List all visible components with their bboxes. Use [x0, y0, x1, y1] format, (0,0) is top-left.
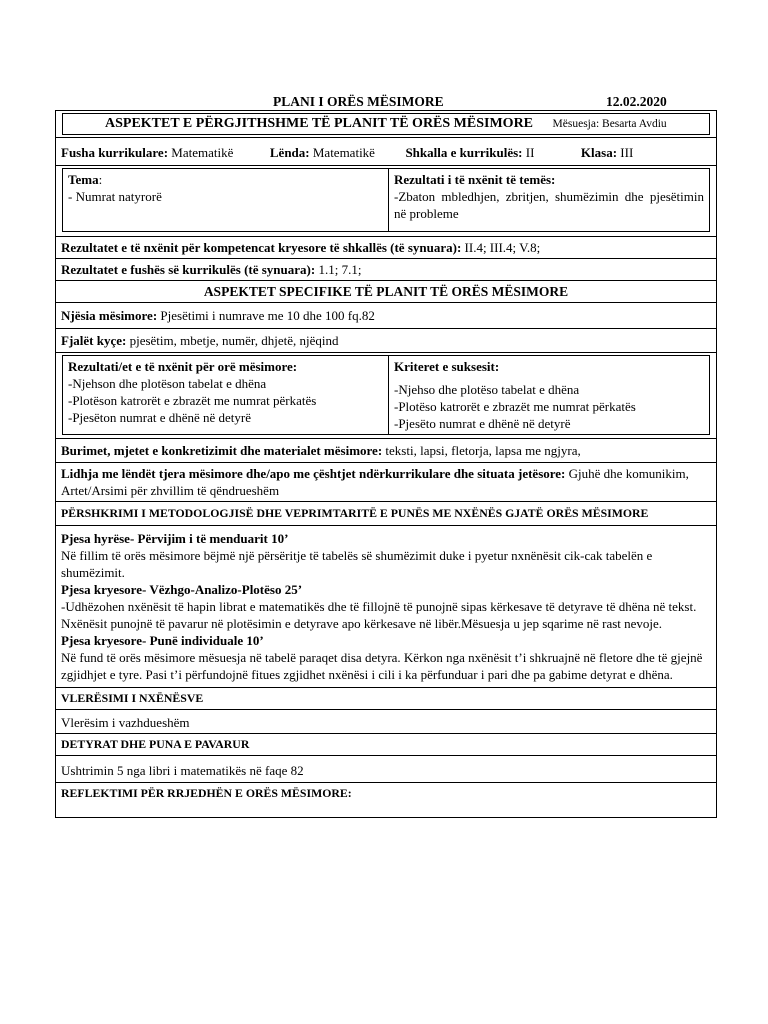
- class-value: III: [620, 145, 634, 160]
- links-row: [56, 463, 717, 502]
- field-results-value: 1.1; 7.1;: [318, 262, 362, 277]
- reflection-row: [56, 783, 717, 818]
- document-title: PLANI I ORËS MËSIMORE: [273, 94, 444, 109]
- phase-text: Në fillim të orës mësimore bëjmë një përsëritje të tabelës së shumëzimit duke i pyetur nxnënësit cik-cak tabelën e shumëzimit.: [61, 548, 653, 580]
- theme-row: Tema: - Numrat natyrorë Rezultati i të nxënit të temës: -Zbaton mbledhjen, zbritjen, shumëzimin dhe pjesëtimin në probleme: [56, 166, 717, 237]
- document-date: 12.02.2020: [606, 94, 667, 109]
- reflection-heading: REFLEKTIMI PËR RRJEDHËN E ORËS MËSIMORE:: [61, 786, 352, 800]
- key-competencies-value: II.4; III.4; V.8;: [464, 240, 541, 255]
- level-label: Shkalla e kurrikulës:: [405, 145, 523, 160]
- class-label: Klasa:: [580, 145, 618, 160]
- links-label: Lidhja me lëndët tjera mësimore dhe/apo me çështjet ndërkurrikulare dhe situata jetësore:: [61, 466, 566, 481]
- links-value: Gjuhë dhe komunikim, Artet/Arsimi për zhvillim të qëndrueshëm: [61, 466, 689, 498]
- resources-value: teksti, lapsi, fletorja, lapsa me ngjyra,: [385, 443, 581, 458]
- criteria-item: -Njehso dhe plotëso tabelat e dhëna: [394, 382, 580, 397]
- resources-label: Burimet, mjetet e konkretizimit dhe materialet mësimore:: [61, 443, 383, 458]
- theme-result-label: Rezultati i të nxënit të temës:: [394, 172, 556, 187]
- field-label: Fusha kurrikulare:: [61, 145, 169, 160]
- assessment-value-row: [56, 710, 717, 734]
- outcome-item: -Plotëson katrorët e zbrazët me numrat përkatës: [68, 393, 317, 408]
- outcomes-label: Rezultati/et e të nxënit për orë mësimore:: [68, 359, 298, 374]
- general-aspects-row: [56, 111, 717, 138]
- criteria-label: Kriteret e suksesit:: [394, 359, 500, 374]
- keywords-row: [56, 329, 717, 353]
- theme-result-value: -Zbaton mbledhjen, zbritjen, shumëzimin dhe pjesëtimin në probleme: [394, 189, 704, 221]
- methodology-heading-row: [56, 502, 717, 526]
- field-value: Matematikë: [171, 145, 234, 160]
- unit-row: [56, 303, 717, 329]
- methodology-heading: PËRSHKRIMI I METODOLOGJISË DHE VEPRIMTARITË E PUNËS ME NXËNËS GJATË ORËS MËSIMORE: [61, 506, 649, 520]
- phase-title: Pjesa kryesore- Punë individuale 10’: [61, 633, 264, 648]
- outcome-item: -Pjesëton numrat e dhënë në detyrë: [68, 410, 252, 425]
- teacher-name: Mësuesja: Besarta Avdiu: [552, 118, 667, 130]
- unit-label: Njësia mësimore:: [61, 308, 158, 323]
- key-competencies-row: [56, 237, 717, 259]
- field-results-row: [56, 259, 717, 281]
- theme-label: Tema: [68, 172, 99, 187]
- homework-value: Ushtrimin 5 nga libri i matematikës në faqe 82: [61, 763, 304, 778]
- phase-text: -Udhëzohen nxënësit të hapin librat e matematikës dhe të fillojnë të punojnë sipas kërkesave të detyrave të dhëna në tekst. Nxënësit punojnë të pavarur në plotësimin e detyrave apo kërkesave në libër.Mësuesja u jep sqarime në rast nevoje.: [61, 599, 697, 631]
- subject-label: Lënda:: [269, 145, 310, 160]
- resources-row: [56, 439, 717, 463]
- criteria-item: -Pjesëto numrat e dhënë në detyrë: [394, 416, 571, 431]
- phase-text: Në fund të orës mësimore mësuesja në tabelë paraqet disa detyra. Kërkon nga nxënësit t’i shkruajnë në fletore dhe të gjejnë zgjidhjet e tyre. Pasi t’i përfundojnë fitues zgjidhet nxënësi i cili i ka përfunduar i pari dhe pa gabime detyrat e dhëna.: [61, 650, 703, 682]
- meta-row: [56, 138, 717, 166]
- subject-value: Matematikë: [312, 145, 375, 160]
- homework-value-row: [56, 756, 717, 783]
- specific-aspects-heading: ASPEKTET SPECIFIKE TË PLANIT TË ORËS MËSIMORE: [203, 284, 569, 299]
- lesson-plan-table: [55, 110, 717, 818]
- field-results-label: Rezultatet e fushës së kurrikulës (të synuara):: [61, 262, 316, 277]
- lesson-plan-page: [55, 94, 716, 818]
- homework-heading-row: [56, 734, 717, 756]
- outcomes-row: [56, 353, 717, 439]
- assessment-heading: VLERËSIMI I NXËNËSVE: [61, 691, 204, 705]
- assessment-value: Vlerësim i vazhdueshëm: [61, 715, 190, 730]
- unit-value: Pjesëtimi i numrave me 10 dhe 100 fq.82: [160, 308, 375, 323]
- assessment-heading-row: [56, 688, 717, 710]
- phase-title: Pjesa hyrëse- Përvijim i të menduarit 10’: [61, 531, 289, 546]
- level-value: II: [525, 145, 535, 160]
- keywords-label: Fjalët kyçe:: [61, 333, 127, 348]
- phases-row: [56, 526, 717, 688]
- criteria-item: -Plotëso katrorët e zbrazët me numrat përkatës: [394, 399, 636, 414]
- keywords-value: pjesëtim, mbetje, numër, dhjetë, njëqind: [129, 333, 339, 348]
- outcome-item: -Njehson dhe plotëson tabelat e dhëna: [68, 376, 267, 391]
- key-competencies-label: Rezultatet e të nxënit për kompetencat kryesore të shkallës (të synuara):: [61, 240, 462, 255]
- specific-aspects-row: [56, 281, 717, 303]
- phase-title: Pjesa kryesore- Vëzhgo-Analizo-Plotëso 25’: [61, 582, 303, 597]
- homework-heading: DETYRAT DHE PUNA E PAVARUR: [61, 737, 250, 751]
- theme-value: - Numrat natyrorë: [68, 189, 162, 204]
- general-aspects-heading: ASPEKTET E PËRGJITHSHME TË PLANIT TË ORËS MËSIMORE: [105, 116, 534, 131]
- title-line: [55, 94, 716, 110]
